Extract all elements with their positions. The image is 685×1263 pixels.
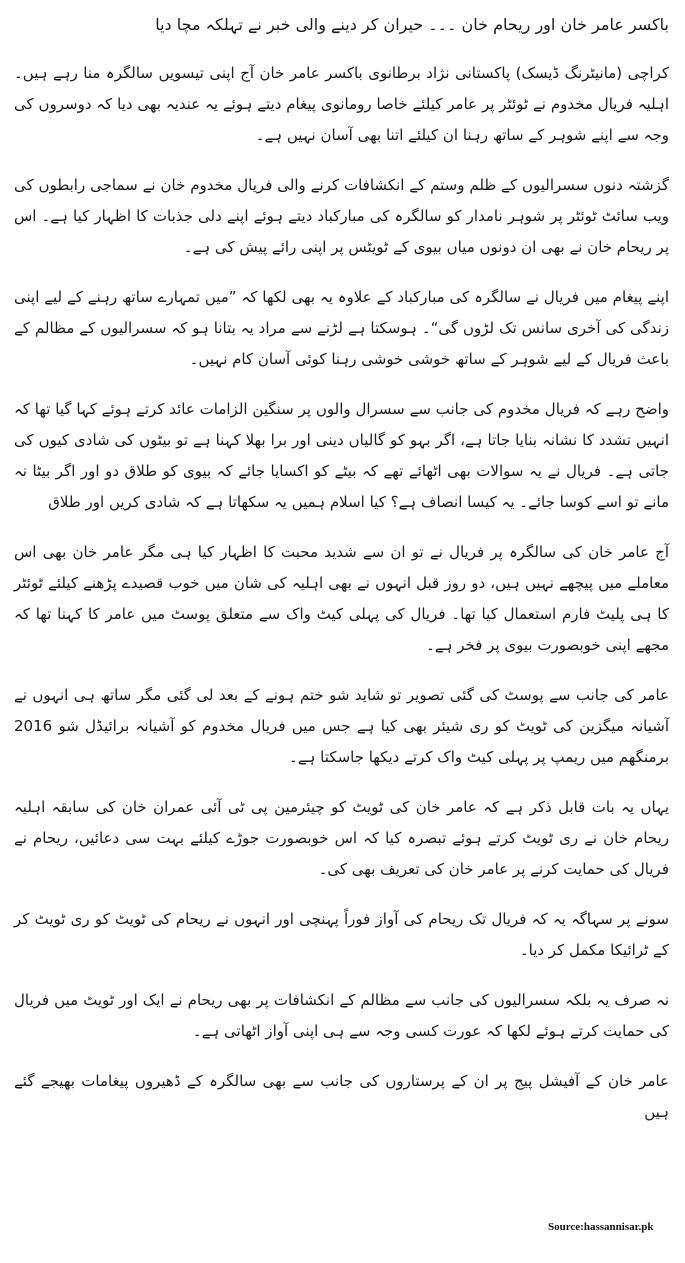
paragraph-3: اپنے پیغام میں فریال نے سالگرہ کی مبارکباد کے علاوہ یہ بھی لکھا کہ ”میں تمہارے ساتھ رہنے کے لیے اپنی زندگی کی آخری سانس تک لڑوں گی“۔ ہوسکتا ہے لڑنے سے مراد یہ بتانا ہو کہ سسرالیوں کے مظالم کے باعث فریال کے لیے شوہر کے ساتھ خوشی خوشی رہنا کوئی آسان کام نہیں۔ — [14, 288, 669, 368]
paragraph-2: گزشتہ دنوں سسرالیوں کے ظلم وستم کے انکشافات کرنے والی فریال مخدوم خان نے سماجی رابطوں کی ویب سائٹ ٹوئٹر پر شوہر نامدار کو سالگرہ کی مبارکباد دیتے ہوئے اپنے دلی جذبات کا اظہار کیا ہے۔ اس پر ریحام خان نے بھی ان دونوں میاں بیوی کے ٹویٹس پر اپنی رائے پیش کی ہے۔ — [14, 176, 669, 256]
paragraph-10: عامر خان کے آفیشل پیج پر ان کے پرستاروں کی جانب سے بھی سالگرہ کے ڈھیروں پیغامات بھیجے گئے ہیں — [14, 1072, 669, 1121]
paragraph-8: سونے پر سہاگہ یہ کہ فریال تک ریحام کی آواز فوراً پہنچی اور انہوں نے ریحام کی ٹویٹ کو ری ٹویٹ کر کے ٹرائیکا مکمل کر دیا۔ — [14, 910, 669, 959]
article-headline: باکسر عامر خان اور ریحام خان ۔۔۔ حیران کر دینے والی خبر نے تہلکہ مچا دیا — [155, 15, 669, 34]
paragraph-7: یہاں یہ بات قابل ذکر ہے کہ عامر خان کی ٹویٹ کو چیئرمین پی ٹی آئی عمران خان کی سابقہ اہلیہ ریحام خان نے ری ٹویٹ کرتے ہوئے تبصرہ کیا کہ اس خوبصورت جوڑے کیلئے بہت سی دعائیں، ریحام نے فریال کی حمایت کرنے پر عامر خان کی تعریف بھی کی۔ — [14, 798, 669, 878]
paragraph-9: نہ صرف یہ بلکہ سسرالیوں کی جانب سے مظالم کے انکشافات پر بھی ریحام نے ایک اور ٹویٹ میں فریال کی حمایت کرتے ہوئے لکھا کہ عورت کسی وجہ سے ہی اپنی آواز اٹھاتی ہے۔ — [14, 991, 669, 1040]
paragraph-4: واضح رہے کہ فریال مخدوم کی جانب سے سسرال والوں پر سنگین الزامات عائد کرتے ہوئے کہا گیا تھا کہ انہیں تشدد کا نشانہ بنایا جاتا ہے، اگر بہو کو گالیاں دینی اور برا بھلا کہنا ہے تو بیٹوں کی شادی کیوں کی جاتی ہے۔ فریال نے یہ سوالات بھی اٹھائے تھے کہ بیٹے کو اکسایا جائے کہ بیوی کو طلاق دو اور اگر بیٹا نہ مانے تو اسے کوسا جائے۔ یہ کیسا انصاف ہے؟ کیا اسلام ہمیں یہ سکھاتا ہے کہ شادی کریں اور طلاق — [14, 400, 669, 511]
paragraph-1: کراچی (مانیٹرنگ ڈیسک) پاکستانی نژاد برطانوی باکسر عامر خان آج اپنی تیسویں سالگرہ منا رہے ہیں۔ اہلیہ فریال مخدوم نے ٹوئٹر پر عامر کیلئے خاصا رومانوی پیغام دیتے ہوئے یہ عندیہ بھی دیا کہ دوسروں کی وجہ سے اپنے شوہر کے ساتھ رہنا ان کیلئے اتنا بھی آسان نہیں ہے۔ — [14, 64, 669, 144]
paragraph-5: آج عامر خان کی سالگرہ پر فریال نے تو ان سے شدید محبت کا اظہار کیا ہی مگر عامر خان بھی اس معاملے میں پیچھے نہیں ہیں، دو روز قبل انہوں نے بھی اہلیہ کی شان میں خوب قصیدے پڑھنے کیلئے ٹوئٹر کا ہی پلیٹ فارم استعمال کیا تھا۔ فریال کی پہلی کیٹ واک سے متعلق پوسٹ میں عامر کا کہنا تھا کہ مجھے اپنی خوبصورت بیوی پر فخر ہے۔ — [14, 543, 669, 654]
paragraph-6: عامر کی جانب سے پوسٹ کی گئی تصویر تو شاید شو ختم ہونے کے بعد لی گئی مگر ساتھ ہی انہوں نے آشیانہ میگزین کی ٹویٹ کو ری شیئر بھی کیا ہے جس میں فریال مخدوم کو آشیانہ برائیڈل شو 2016 برمنگھم میں ریمپ پر پہلی کیٹ واک کرتے دیکھا جاسکتا ہے۔ — [14, 686, 669, 766]
source-credit: Source:hassannisar.pk — [548, 1221, 654, 1233]
